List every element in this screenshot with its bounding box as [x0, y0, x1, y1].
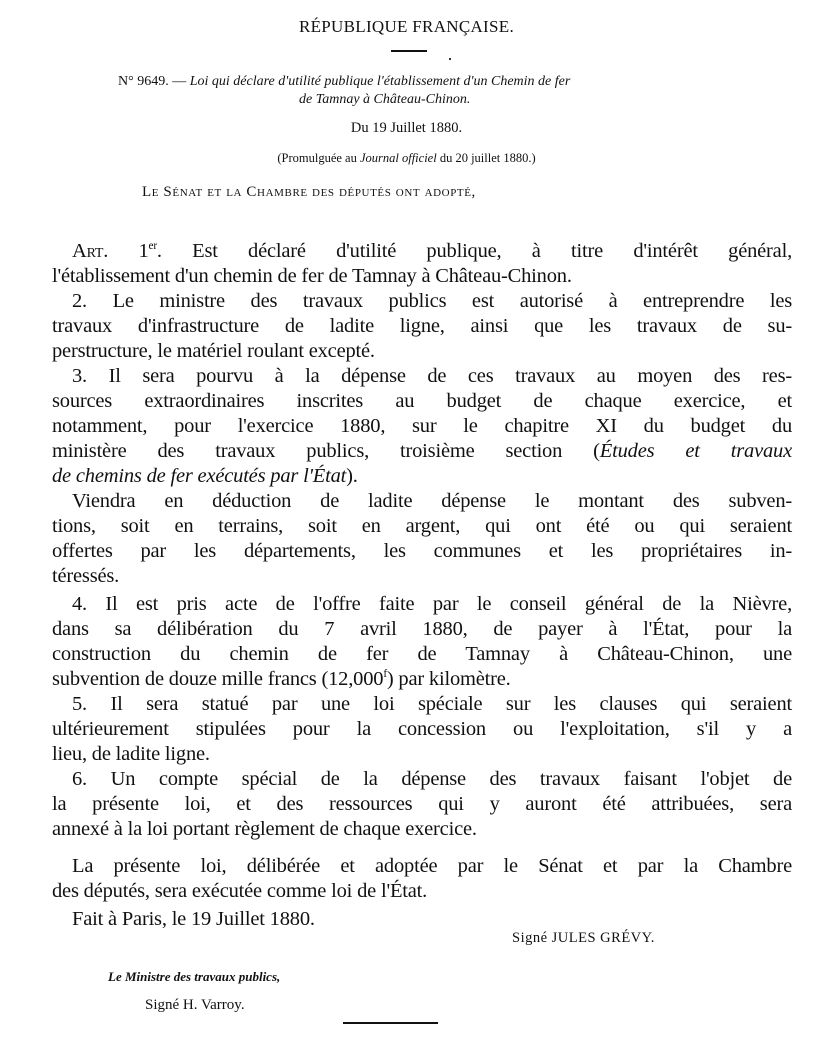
article-4-line-1: 4. Il est pris acte de l'offre faite par le conseil général de la Nièvre,	[72, 593, 792, 615]
article-3-section-title-cont: de chemins de fer exécutés par l'État	[52, 465, 347, 487]
article-3-section-title: Études et travaux	[599, 440, 793, 462]
article-3-line-1: 3. Il sera pourvu à la dépense de ces travaux au moyen des res-	[72, 365, 792, 387]
article-3-line-2: sources extraordinaires inscrites au budget de chaque exercice, et	[52, 390, 792, 412]
done-at-paris: Fait à Paris, le 19 Juillet 1880.	[72, 908, 315, 930]
ink-speck	[449, 58, 451, 60]
article-1-label: Art. 1	[72, 240, 149, 262]
closing-line-1: La présente loi, délibérée et adoptée par le Sénat et par la Chambre	[72, 855, 792, 877]
article-4-line-4-b: ) par kilomètre.	[386, 668, 511, 690]
promulgation-open: (Promulguée au	[277, 151, 360, 165]
article-1-line-1	[72, 240, 792, 263]
article-4-franc-sup: f	[383, 668, 387, 681]
article-5-line-1: 5. Il sera statué par une loi spéciale sur les clauses qui seraient	[72, 693, 792, 715]
article-4-line-2: dans sa délibération du 7 avril 1880, de payer à l'État, pour la	[52, 618, 792, 640]
article-5-line-3: lieu, de ladite ligne.	[52, 743, 210, 765]
article-6-line-2: la présente loi, et des ressources qui y auront été attribuées, sera	[52, 793, 792, 815]
article-3-line-4-text: ministère des travaux publics, troisième section (	[52, 440, 600, 462]
article-6-line-1: 6. Un compte spécial de la dépense des travaux faisant l'objet de	[72, 768, 792, 790]
minister-signature: Signé H. Varroy.	[145, 997, 245, 1013]
article-3-line-3: notamment, pour l'exercice 1880, sur le chapitre XI du budget du	[52, 415, 792, 437]
article-3-para-2-line-4: téressés.	[52, 565, 120, 587]
closing-divider	[343, 1022, 438, 1024]
heading-divider	[391, 50, 427, 52]
minister-title: Le Ministre des travaux publics,	[108, 969, 281, 984]
article-1-line-2: l'établissement d'un chemin de fer de Tamnay à Château-Chinon.	[52, 265, 572, 287]
article-4-line-4-a: subvention de douze mille francs (12,000	[52, 668, 384, 690]
promulgation-note	[0, 151, 813, 166]
article-3-line-5	[52, 465, 772, 488]
article-2-line-1: 2. Le ministre des travaux publics est autorisé à entreprendre les	[72, 290, 792, 312]
law-title-line-2: de Tamnay à Château-Chinon.	[299, 92, 471, 107]
president-signature: Signé JULES GRÉVY.	[512, 930, 655, 946]
article-6-line-3: annexé à la loi portant règlement de chaque exercice.	[52, 818, 477, 840]
journal-officiel: Journal officiel	[359, 151, 437, 165]
republic-heading: RÉPUBLIQUE FRANÇAISE.	[298, 17, 515, 36]
law-title-dash: —	[168, 74, 190, 89]
article-3-para-2-line-3: offertes par les départements, les communes et les propriétaires in-	[52, 540, 792, 562]
preamble: Le Sénat et la Chambre des députés ont adopté,	[142, 184, 476, 200]
article-3-line-4	[52, 440, 792, 463]
promulgation-close: du 20 juillet 1880.)	[436, 151, 536, 165]
article-2-line-3: perstructure, le matériel roulant excepté.	[52, 340, 375, 362]
article-1-label-sup: er	[148, 240, 157, 253]
article-2-line-2: travaux d'infrastructure de ladite ligne, ainsi que les travaux de su-	[52, 315, 792, 337]
article-4-line-4	[52, 668, 772, 691]
law-title-line-1: Loi qui déclare d'utilité publique l'établissement d'un Chemin de fer	[189, 74, 571, 89]
law-title	[118, 74, 570, 90]
article-5-line-2: ultérieurement stipulées pour la concession ou l'exploitation, s'il y a	[52, 718, 792, 740]
article-3-line-5-close: ).	[346, 465, 358, 487]
article-3-para-2-line-1: Viendra en déduction de ladite dépense le montant des subven-	[72, 490, 792, 512]
article-4-line-3: construction du chemin de fer de Tamnay à Château-Chinon, une	[52, 643, 792, 665]
article-1-text: . Est déclaré d'utilité publique, à titre d'intérêt général,	[156, 240, 793, 262]
article-3-para-2-line-2: tions, soit en terrains, soit en argent, qui ont été ou qui seraient	[52, 515, 792, 537]
law-date: Du 19 Juillet 1880.	[350, 120, 463, 136]
closing-line-2: des députés, sera exécutée comme loi de l'État.	[52, 880, 428, 902]
law-number: N° 9649.	[118, 74, 169, 89]
